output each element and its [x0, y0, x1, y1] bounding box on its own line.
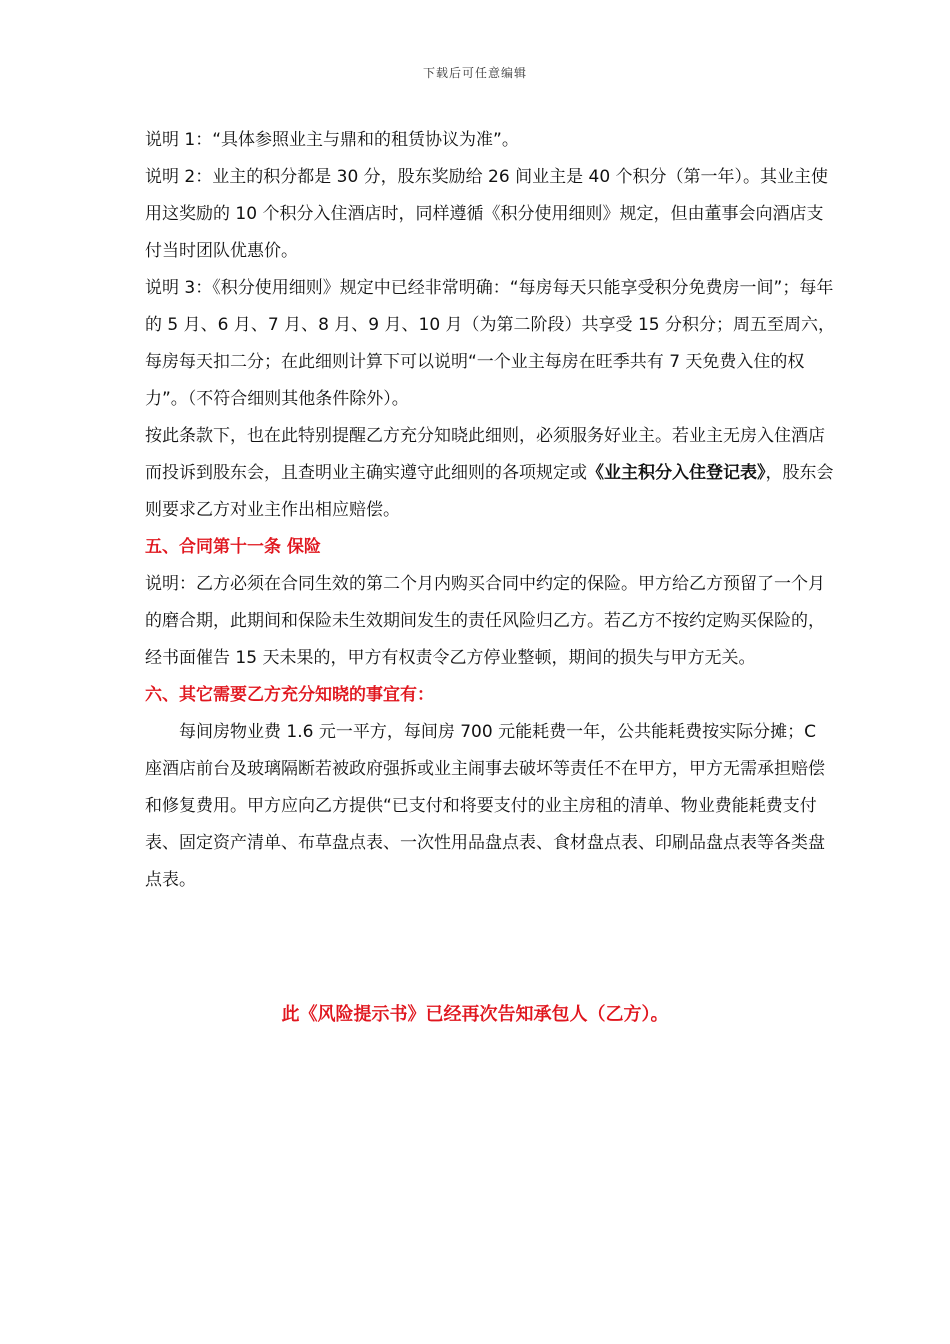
section-5-heading: 五、合同第十一条 保险 [145, 537, 321, 557]
note-3-continued-end: ，股东会则要求乙方对业主作出相应赔偿。 [145, 463, 834, 520]
header-note: 下载后可任意编辑 [422, 66, 527, 80]
note-3-continued [145, 418, 835, 529]
section-6-heading: 六、其它需要乙方充分知晓的事宜有： [145, 685, 434, 705]
closing-statement: 此《风险提示书》已经再次告知承包人（乙方）。 [281, 1004, 669, 1025]
note-3: 说明 3：《积分使用细则》规定中已经非常明确：“每房每天只能享受积分免费房一间”；每年的 5 月、6 月、7 月、8 月、9 月、10 月（为第二阶段）共享受 15 分积分；周五至周六，每房每天扣二分；在此细则计算下可以说明“一个业主每房在旺季共有 7 天免费入住的权力”。（不符合细则其他条件除外）。 [145, 278, 835, 409]
note-6: 每间房物业费 1.6 元一平方，每间房 700 元能耗费一年，公共能耗费按实际分摊；C 座酒店前台及玻璃隔断若被政府强拆或业主闹事去破坏等责任不在甲方，甲方无需承担赔偿和修复费用。甲方应向乙方提供“已支付和将要支付的业主房租的清单、物业费能耗费支付表、固定资产清单、布草盘点表、一次性用品盘点表、食材盘点表、印刷品盘点表等各类盘点表。 [145, 722, 825, 890]
document-body [145, 122, 835, 899]
note-3-continued-text: 按此条款下，也在此特别提醒乙方充分知晓此细则，必须服务好业主。若业主无房入住酒店而投诉到股东会，且查明业主确实遵守此细则的各项规定或 [145, 426, 825, 483]
note-5: 说明：乙方必须在合同生效的第二个月内购买合同中约定的保险。甲方给乙方预留了一个月的磨合期，此期间和保险未生效期间发生的责任风险归乙方。若乙方不按约定购买保险的，经书面催告 15 天未果的，甲方有权责令乙方停业整顿，期间的损失与甲方无关。 [145, 574, 825, 668]
note-2: 说明 2：业主的积分都是 30 分，股东奖励给 26 间业主是 40 个积分（第一年）。其业主使用这奖励的 10 个积分入住酒店时，同样遵循《积分使用细则》规定，但由董事会向酒店支付当时团队优惠价。 [145, 167, 829, 261]
note-1: 说明 1：“具体参照业主与鼎和的租赁协议为准”。 [145, 130, 519, 150]
registration-form-title: 《业主积分入住登记表》 [587, 463, 766, 483]
